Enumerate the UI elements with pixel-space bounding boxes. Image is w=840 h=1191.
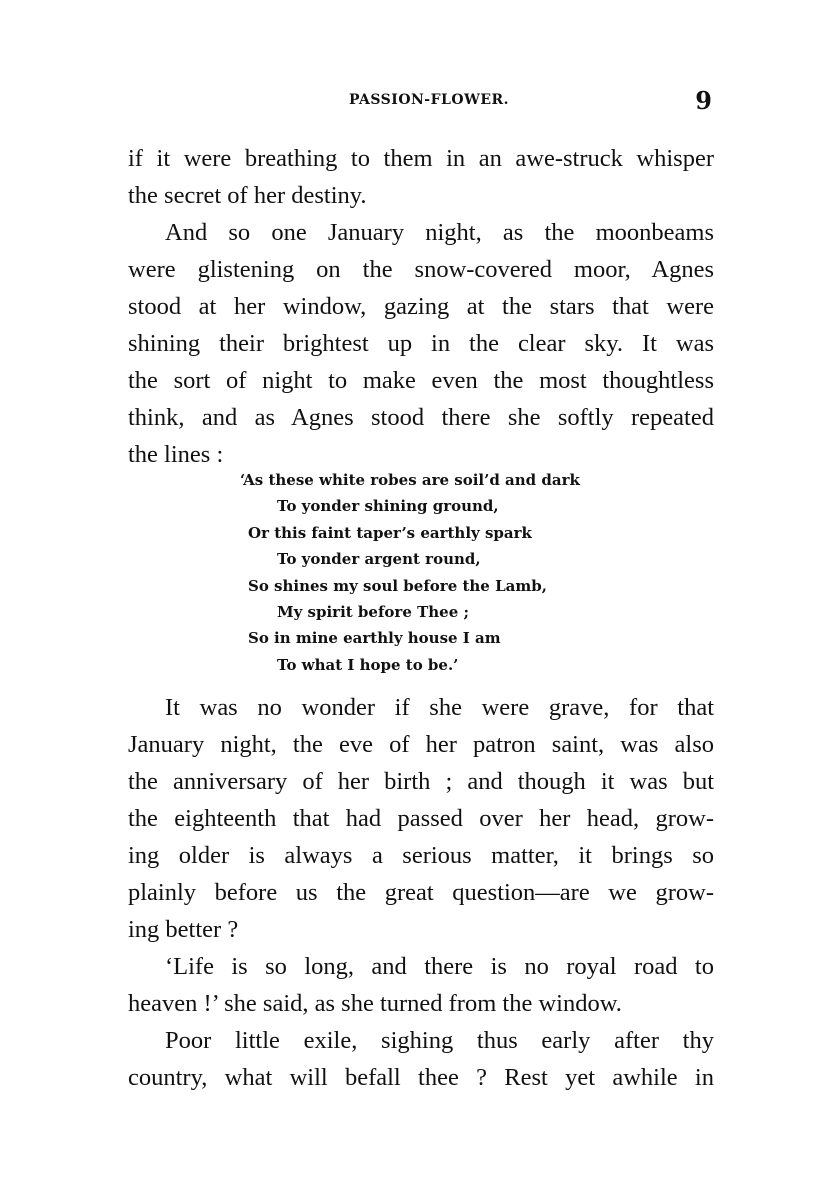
text-line: the anniversary of her birth ; and though it was but [128,768,714,795]
text-line: were glistening on the snow-covered moor, Agnes [128,256,714,283]
text-line: ing older is always a serious matter, it brings so [128,842,714,869]
text-line: January night, the eve of her patron saint, was also [128,731,714,758]
text-line: Poor little exile, sighing thus early after thy [165,1027,714,1054]
text-line: shining their brightest up in the clear sky. It was [128,330,714,357]
text-line: And so one January night, as the moonbeams [165,219,714,246]
body-text-top [128,140,714,473]
page-number: 9 [695,86,712,115]
text-line: ‘Life is so long, and there is no royal road to [165,953,714,980]
verse-line: So in mine earthly house I am [248,629,501,648]
text-line: heaven !’ she said, as she turned from the window. [128,990,622,1017]
verse-line: My spirit before Thee ; [277,602,469,621]
text-line: the sort of night to make even the most thoughtless [128,367,714,394]
verse-line: To yonder argent round, [277,550,481,569]
text-line: the secret of her destiny. [128,182,367,209]
verse-line: So shines my soul before the Lamb, [248,576,547,595]
text-line: It was no wonder if she were grave, for that [165,694,714,721]
running-head [128,88,714,118]
text-line: the eighteenth that had passed over her head, grow- [128,805,714,832]
text-line: stood at her window, gazing at the stars that were [128,293,714,320]
text-line: country, what will befall thee ? Rest yet awhile in [128,1064,714,1091]
verse-line: To what I hope to be.’ [277,655,459,674]
text-line: the lines : [128,441,224,468]
body-text-bottom [128,689,714,1096]
text-line: think, and as Agnes stood there she softly repeated [128,404,714,431]
verse-line: Or this faint taper’s earthly spark [248,523,532,542]
text-line: ing better ? [128,916,239,943]
running-title: PASSION-FLOWER. [348,92,510,108]
verse-line: To yonder shining ground, [277,497,499,516]
text-line: if it were breathing to them in an awe-struck whisper [128,145,714,172]
verse-line: ‘As these white robes are soil’d and dark [240,471,580,489]
verse-quotation [240,467,620,678]
text-line: plainly before us the great question—are we grow- [128,879,714,906]
